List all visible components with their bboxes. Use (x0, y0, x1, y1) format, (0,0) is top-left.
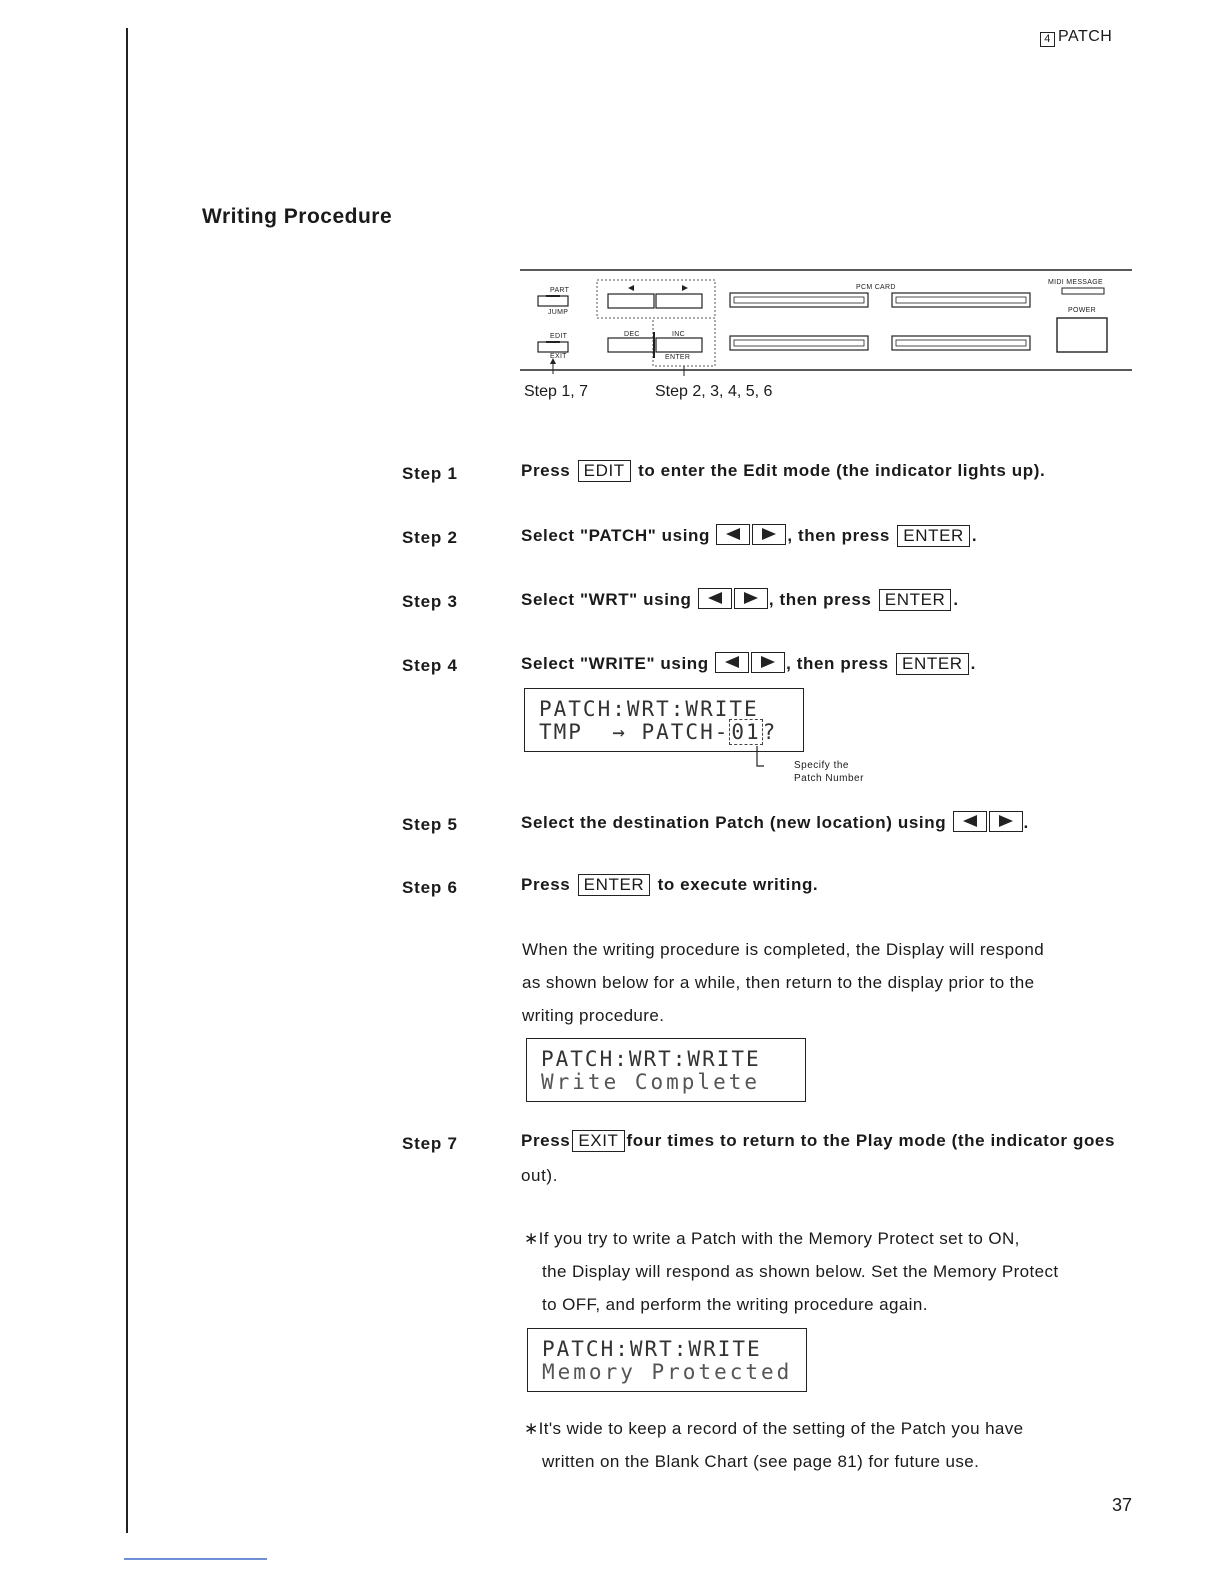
label-pcm-card: PCM CARD (856, 284, 896, 291)
cursor-right-key (734, 588, 768, 609)
page-number: 37 (1112, 1495, 1133, 1515)
label-part: PART (550, 287, 570, 294)
annotation-leader (752, 746, 764, 770)
margin-rule (126, 28, 128, 1533)
step-2-label: Step 2 (402, 528, 458, 547)
patch-number-field: 01 (731, 720, 761, 744)
label-enter: ENTER (665, 354, 691, 361)
label-midi-message: MIDI MESSAGE (1048, 279, 1103, 286)
step-1-label: Step 1 (402, 464, 458, 483)
left-arrow-icon (726, 528, 740, 540)
cursor-right-key (752, 524, 786, 545)
bottom-rule (124, 1558, 267, 1560)
label-exit: EXIT (550, 353, 567, 360)
memory-protect-note: ∗If you try to write a Patch with the Memory Protect set to ON, the Display will respond as shown below. Set the Memory Protect to OFF, and perform the writing procedure again. (524, 1229, 1059, 1314)
step-7-text-continued: out). (521, 1166, 559, 1185)
right-arrow-icon (761, 656, 775, 668)
enter-key: ENTER (897, 525, 970, 547)
step-4-text: Select "WRITE" using , then press ENTER . (521, 654, 976, 673)
annotation-specify: Specify the (794, 760, 849, 771)
left-arrow-icon (708, 592, 722, 604)
lcd-line-2: Write Complete (541, 1070, 761, 1094)
cursor-left-key (715, 652, 749, 673)
left-arrow-icon (725, 656, 739, 668)
lcd-line-1: PATCH:WRT:WRITE (541, 1047, 761, 1071)
lcd-complete-display (526, 1038, 806, 1102)
annotation-patch-number: Patch Number (794, 773, 864, 784)
section-name: PATCH (1058, 28, 1113, 45)
label-power: POWER (1068, 307, 1096, 314)
lcd-line-2: TMP → PATCH-01? (539, 720, 778, 744)
exit-key: EXIT (572, 1130, 624, 1152)
step-4-label: Step 4 (402, 656, 458, 675)
right-arrow-icon (999, 815, 1013, 827)
right-arrow-icon (744, 592, 758, 604)
lcd-line-1: PATCH:WRT:WRITE (539, 697, 759, 721)
page-title: Writing Procedure (202, 205, 393, 228)
step-6-text: Press ENTER to execute writing. (521, 875, 819, 894)
cursor-right-key (751, 652, 785, 673)
step-7-label: Step 7 (402, 1134, 458, 1153)
enter-key: ENTER (896, 653, 969, 675)
lcd-line-1: PATCH:WRT:WRITE (542, 1337, 762, 1361)
step-3-text: Select "WRT" using , then press ENTER . (521, 590, 959, 609)
label-jump: JUMP (548, 309, 569, 316)
step-3-label: Step 3 (402, 592, 458, 611)
label-dec: DEC (624, 331, 640, 338)
step-2-text: Select "PATCH" using , then press ENTER . (521, 526, 978, 545)
lcd-protected-display (527, 1328, 807, 1392)
enter-key: ENTER (879, 589, 952, 611)
cursor-right-key (989, 811, 1023, 832)
front-panel-drawing (520, 266, 1132, 376)
lcd-write-display (524, 688, 804, 752)
cursor-left-key (698, 588, 732, 609)
front-panel-diagram (520, 266, 1132, 376)
step-1-text: Press EDIT to enter the Edit mode (the indicator lights up). (521, 461, 1046, 480)
step-7-text: Press EXIT four times to return to the Play mode (the indicator goes (521, 1131, 1116, 1150)
caption-steps-enter: Step 2, 3, 4, 5, 6 (655, 383, 773, 400)
step-5-label: Step 5 (402, 815, 458, 834)
label-inc: INC (672, 331, 685, 338)
right-arrow-icon (762, 528, 776, 540)
caption-steps-exit: Step 1, 7 (524, 383, 589, 400)
step-5-text: Select the destination Patch (new location) using . (521, 813, 1029, 832)
completion-paragraph: When the writing procedure is completed, the Display will respond as shown below for a while, then return to the display prior to the writing procedure. (522, 940, 1045, 1025)
enter-key: ENTER (578, 874, 651, 896)
left-arrow-icon (963, 815, 977, 827)
lcd-line-2: Memory Protected (542, 1360, 793, 1384)
step-6-label: Step 6 (402, 878, 458, 897)
section-header (1040, 28, 1112, 47)
edit-key: EDIT (578, 460, 631, 482)
cursor-left-key (953, 811, 987, 832)
record-note: ∗It's wide to keep a record of the setting of the Patch you have written on the Blank Chart (see page 81) for future use. (524, 1419, 1024, 1471)
section-number: 4 (1040, 32, 1055, 47)
label-edit: EDIT (550, 333, 568, 340)
cursor-left-key (716, 524, 750, 545)
